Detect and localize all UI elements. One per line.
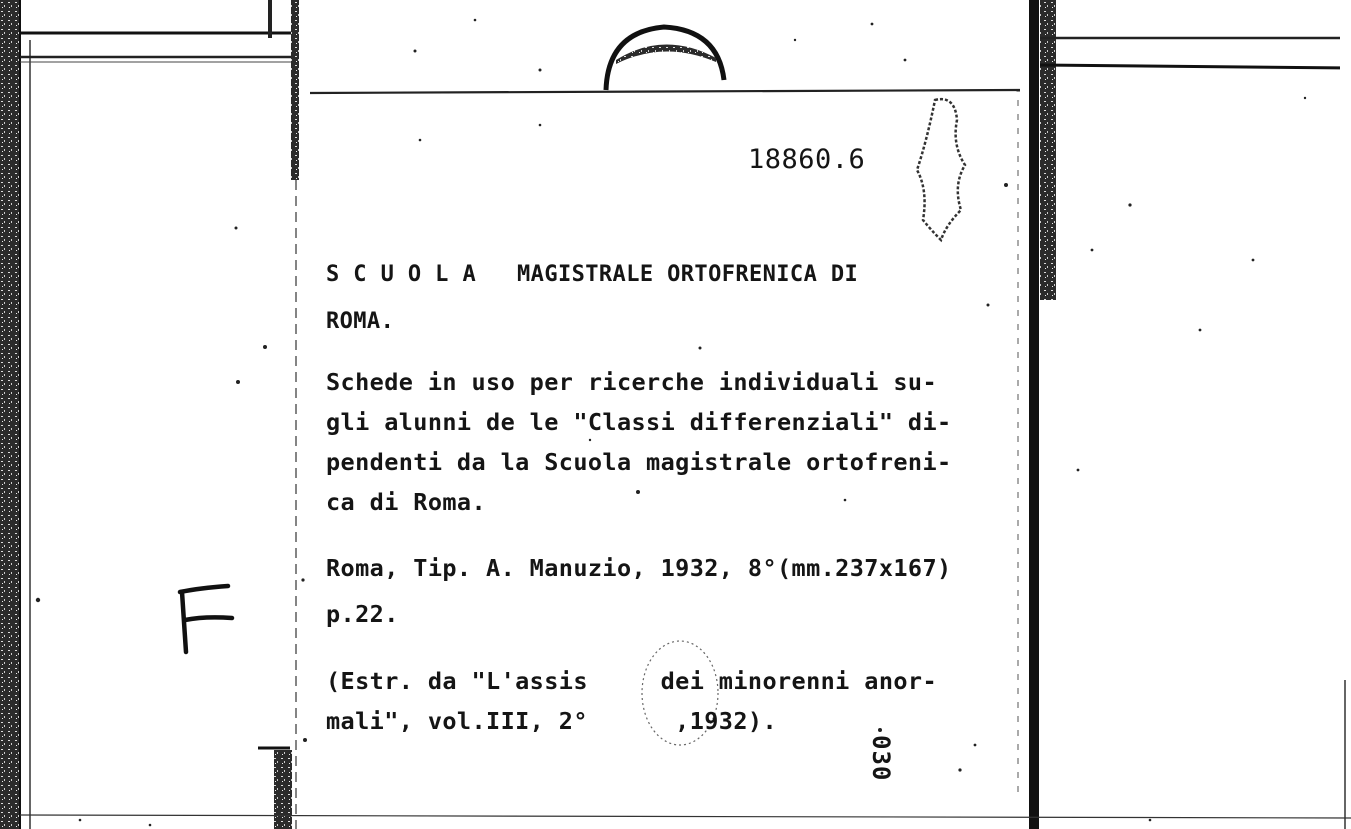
description-line: pendenti da la Scuola magistrale ortofreni- [326, 448, 952, 476]
margin-stamp: 030 [867, 735, 895, 782]
left-scan-edge [0, 0, 20, 829]
ink-smudge [917, 99, 965, 240]
note-line: mali", vol.III, 2° ,1932). [326, 707, 777, 735]
card-left-border [291, 0, 299, 180]
imprint-line: p.22. [326, 600, 399, 628]
description-line: ca di Roma. [326, 488, 487, 516]
bottom-edge [20, 815, 1351, 818]
card-heading-line-2: ROMA. [326, 309, 395, 334]
handwritten-letter-f [180, 586, 232, 652]
card-right-border [1029, 0, 1039, 829]
note-line: (Estr. da "L'assis dei minorenni anor- [326, 667, 938, 695]
catalog-number: 18860.6 [748, 144, 866, 175]
description-line: Schede in uso per ricerche individuali su- [326, 368, 938, 396]
card-top-edge [310, 90, 1020, 93]
imprint-line: Roma, Tip. A. Manuzio, 1932, 8°(mm.237x167) [326, 554, 952, 582]
card-heading-line-1: S C U O L A MAGISTRALE ORTOFRENICA DI [326, 262, 859, 287]
description-line: gli alunni de le "Classi differenziali" di- [326, 408, 952, 436]
